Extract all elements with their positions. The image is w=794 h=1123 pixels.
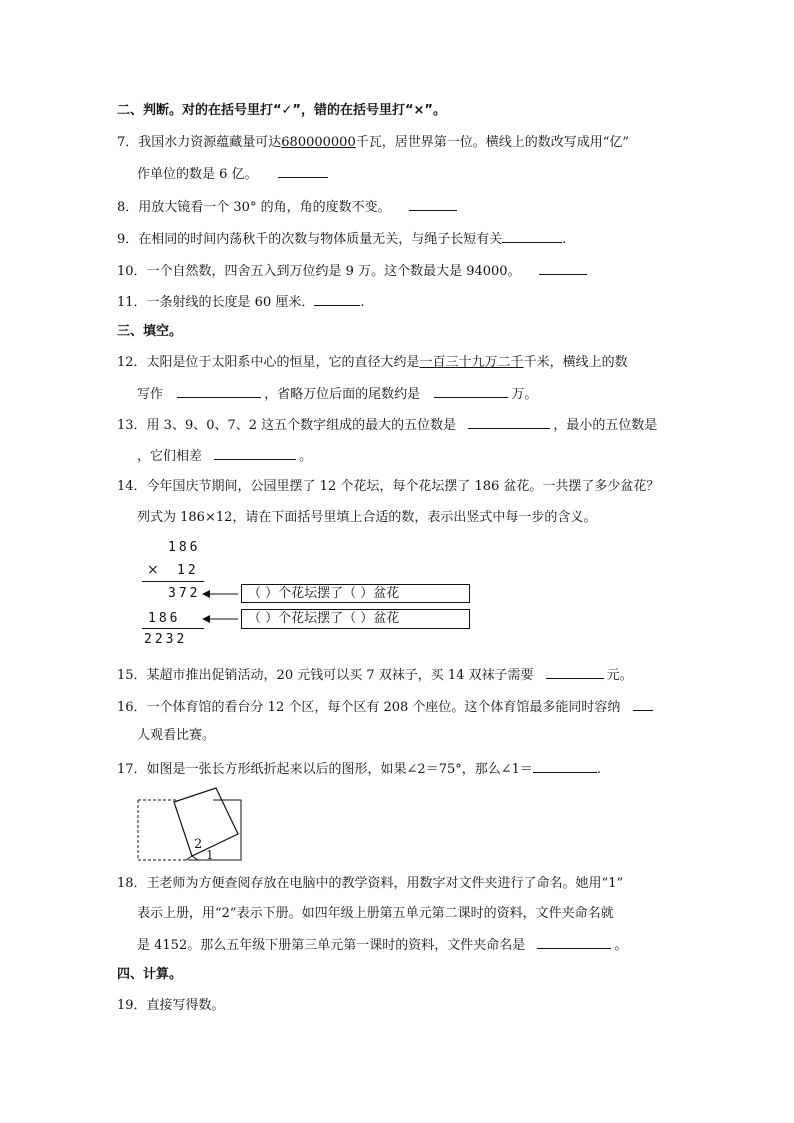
q15-answer-blank[interactable] xyxy=(546,666,604,679)
question-18-line-1: 18．王老师为方便查阅存放在电脑中的教学资料，用数字对文件夹进行了命名。她用“1” xyxy=(117,876,624,891)
q17-answer-blank[interactable] xyxy=(533,760,597,773)
section-4-title: 四、计算。 xyxy=(117,967,183,982)
question-7-line-2 xyxy=(137,165,331,183)
q12-blank-2[interactable] xyxy=(434,385,508,398)
question-19: 19．直接写得数。 xyxy=(117,998,225,1013)
partial-product-2: 186 xyxy=(148,611,181,626)
question-12-line-2 xyxy=(137,385,537,403)
q7-answer-blank[interactable] xyxy=(278,165,328,178)
question-14-line-2: 列式为 186×12，请在下面括号里填上合适的数，表示出竖式中每一步的含义。 xyxy=(137,510,597,525)
q12-text-c: 写作 xyxy=(137,387,164,402)
question-18-line-3 xyxy=(137,936,627,954)
q13-text-b: ，最小的五位数是 xyxy=(553,418,658,433)
question-11 xyxy=(117,293,365,311)
meaning-box-1[interactable]: （ ）个花坛摆了（ ）盆花 xyxy=(241,584,470,603)
mult-sign: × xyxy=(147,562,159,578)
q8-text: 8．用放大镜看一个 30° 的角，角的度数不变。 xyxy=(117,200,391,215)
q17-text-b: . xyxy=(596,762,602,777)
angle-1-label: 1 xyxy=(206,848,214,862)
q18-text-c: 是 4152。那么五年级下册第三单元第一课时的资料，文件夹命名是 xyxy=(137,938,526,953)
arrow-left-icon xyxy=(200,611,240,627)
q16-answer-blank[interactable] xyxy=(633,698,653,711)
q12-text-a: 12．太阳是位于太阳系中心的恒星，它的直径大约是 xyxy=(117,355,420,370)
q13-blank-1[interactable] xyxy=(468,416,550,429)
question-12-line-1 xyxy=(117,355,628,371)
q16-text-a: 16．一个体育馆的看台分 12 个区，每个区有 208 个座位。这个体育馆最多能同时容纳 xyxy=(117,700,621,715)
question-9 xyxy=(117,230,566,248)
q11-tail: . xyxy=(360,295,365,310)
angle-2-label: 2 xyxy=(194,837,203,852)
q9-answer-blank[interactable] xyxy=(502,230,562,243)
q10-text: 10．一个自然数，四舍五入到万位约是 9 万。这个数最大是 94000。 xyxy=(117,264,521,279)
q11-answer-blank[interactable] xyxy=(314,293,360,306)
q15-text-b: 元。 xyxy=(606,668,633,683)
q9-text: 9．在相同的时间内荡秋千的次数与物体质量无关，与绳子长短有关 xyxy=(117,232,503,247)
q17-text-a: 17．如图是一张长方形纸折起来以后的图形，如果∠2＝75°，那么∠1＝ xyxy=(117,762,533,777)
q7-text-b: 千瓦，居世界第一位。横线上的数改写成用“亿” xyxy=(355,135,630,150)
mult-line-2 xyxy=(142,628,204,629)
q7-number: 680000000 xyxy=(281,135,356,150)
multiplication-diagram xyxy=(140,538,480,650)
q12-text-b: 千米，横线上的数 xyxy=(523,355,628,370)
partial-product-1: 372 xyxy=(168,586,201,601)
q15-text-a: 15．某超市推出促销活动，20 元钱可以买 7 双袜子，买 14 双袜子需要 xyxy=(117,668,534,683)
q13-text-a: 13．用 3、9、0、7、2 这五个数字组成的最大的五位数是 xyxy=(117,418,457,433)
mult-line-1 xyxy=(142,581,204,582)
question-13-line-1 xyxy=(117,416,657,434)
q8-answer-blank[interactable] xyxy=(409,198,457,211)
mult-bottom-number: 12 xyxy=(177,563,199,578)
q13-text-d: 。 xyxy=(299,449,313,464)
question-7-line-1 xyxy=(117,135,629,151)
q12-blank-1[interactable] xyxy=(177,385,261,398)
mult-result: 2232 xyxy=(144,632,188,647)
question-10 xyxy=(117,262,590,280)
question-8 xyxy=(117,198,460,216)
q13-text-c: ，它们相差 xyxy=(137,449,203,464)
q10-answer-blank[interactable] xyxy=(539,262,587,275)
arrow-left-icon xyxy=(200,586,240,602)
mult-top-number: 186 xyxy=(168,540,201,555)
q11-text: 11．一条射线的长度是 60 厘米． xyxy=(117,295,315,310)
q18-text-d: 。 xyxy=(614,938,628,953)
question-18-line-2: 表示上册，用“2”表示下册。如四年级上册第五单元第二课时的资料，文件夹命名就 xyxy=(137,906,614,921)
q12-text-d: ，省略万位后面的尾数约是 xyxy=(264,387,421,402)
q7-text-a: 7．我国水力资源蕴藏量可达 xyxy=(117,135,282,150)
question-16-line-1 xyxy=(117,698,656,716)
question-14-line-1: 14．今年国庆节期间，公园里摆了 12 个花坛，每个花坛摆了 186 盆花。一共摆了多少盆花？ xyxy=(117,479,660,494)
meaning-box-2[interactable]: （ ）个花坛摆了（ ）盆花 xyxy=(241,609,470,629)
q12-underlined-number: 一百三十九万二千 xyxy=(419,355,524,370)
folded-paper-figure xyxy=(136,786,248,864)
question-15 xyxy=(117,666,633,684)
question-13-line-2 xyxy=(137,447,312,465)
section-3-title: 三、填空。 xyxy=(117,324,183,339)
q7-text-c: 作单位的数是 6 亿。 xyxy=(137,167,258,182)
q13-blank-2[interactable] xyxy=(214,447,296,460)
q9-tail: . xyxy=(562,232,567,247)
section-2-title: 二、判断。对的在括号里打“✓”，错的在括号里打“×”。 xyxy=(117,103,446,118)
question-17 xyxy=(117,760,601,778)
q12-text-e: 万。 xyxy=(511,387,538,402)
question-16-line-2: 人观看比赛。 xyxy=(137,728,216,743)
q18-answer-blank[interactable] xyxy=(537,936,611,949)
